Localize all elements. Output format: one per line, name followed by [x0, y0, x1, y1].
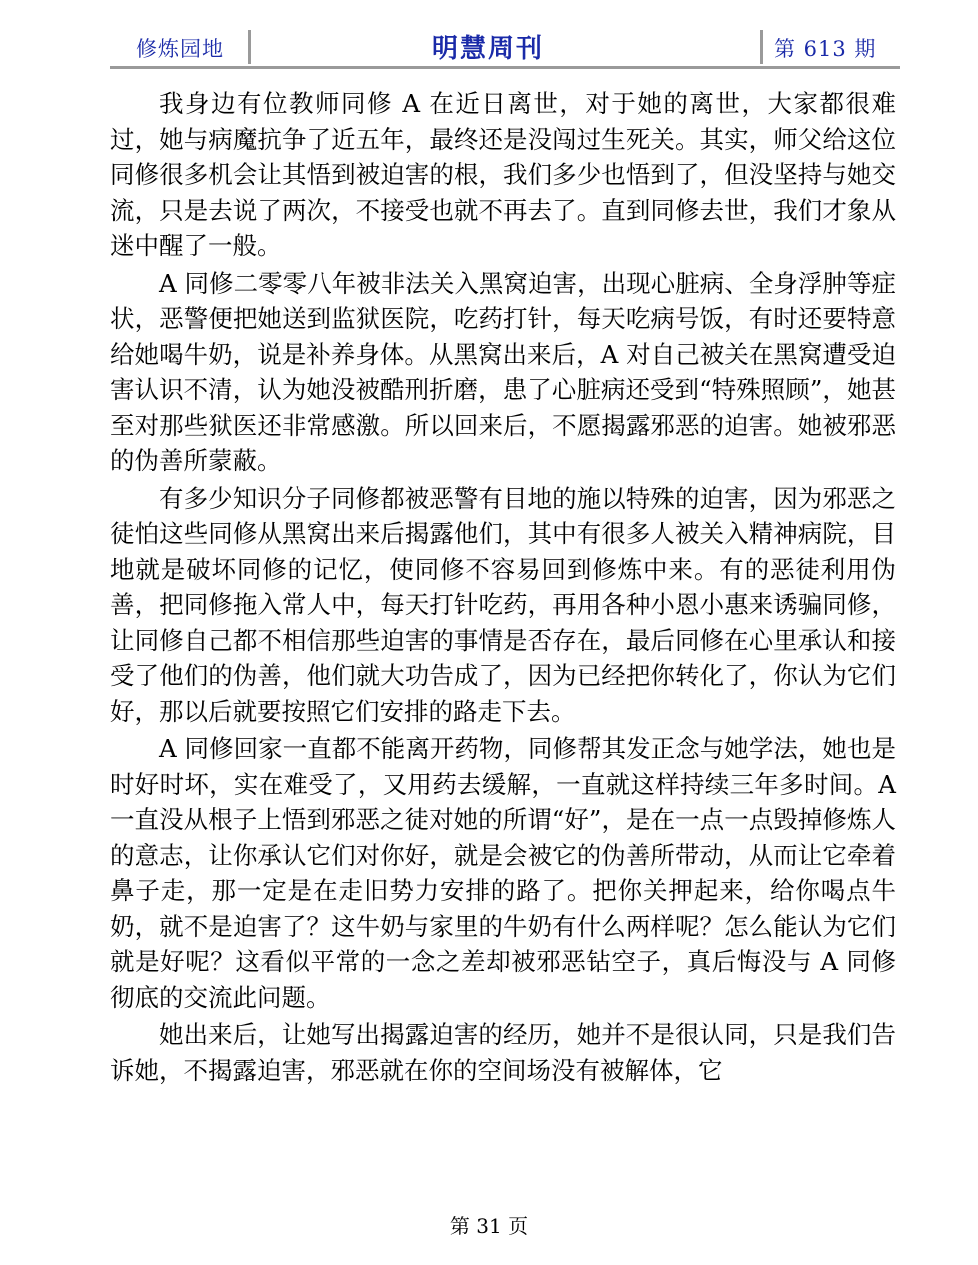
paragraph: A 同修二零零八年被非法关入黑窝迫害，出现心脏病、全身浮肿等症状，恶警便把她送到监狱医院，吃药打针，每天吃病号饭，有时还要特意给她喝牛奶，说是补养身体。从黑窝出来后，A 对自己被关在黑窝遭受迫害认识不清，认为她没被酷刑折磨，患了心脏病还受到“特殊照顾”，她甚至对那些狱医还非常感激。所以回来后，不愿揭露邪恶的迫害。她被邪恶的伪善所蒙蔽。: [110, 268, 896, 475]
page-header: [110, 26, 900, 66]
header-divider-left: [248, 30, 251, 64]
header-rule: [110, 66, 900, 69]
issue-number: 第 613 期: [774, 37, 877, 61]
section-label: 修炼园地: [136, 37, 224, 61]
header-divider-right: [760, 30, 763, 64]
paragraph: 我身边有位教师同修 A 在近日离世，对于她的离世，大家都很难过，她与病魔抗争了近五年，最终还是没闯过生死关。其实，师父给这位同修很多机会让其悟到被迫害的根，我们多少也悟到了，但没坚持与她交流，只是去说了两次，不接受也就不再去了。直到同修去世，我们才象从迷中醒了一般。: [110, 89, 896, 260]
paragraph: 她出来后，让她写出揭露迫害的经历，她并不是很认同，只是我们告诉她，不揭露迫害，邪恶就在你的空间场没有被解体，它: [110, 1020, 896, 1085]
page-number: 第 31 页: [449, 1214, 529, 1238]
publication-title: 明慧周刊: [432, 34, 545, 64]
paragraph: A 同修回家一直都不能离开药物，同修帮其发正念与她学法，她也是时好时坏，实在难受了，又用药去缓解，一直就这样持续三年多时间。A 一直没从根子上悟到邪恶之徒对她的所谓“好”，是在一点一点毁掉修炼人的意志，让你承认它们对你好，就是会被它的伪善所带动，从而让它牵着鼻子走，那一定是在走旧势力安排的路了。把你关押起来，给你喝点牛奶，就不是迫害了？这牛奶与家里的牛奶有什么两样呢？怎么能认为它们就是好呢？这看似平常的一念之差却被邪恶钻空子，真后悔没与 A 同修彻底的交流此问题。: [110, 734, 896, 1012]
article-body: [110, 86, 896, 1090]
paragraph: 有多少知识分子同修都被恶警有目地的施以特殊的迫害，因为邪恶之徒怕这些同修从黑窝出来后揭露他们，其中有很多人被关入精神病院，目地就是破坏同修的记忆，使同修不容易回到修炼中来。有的恶徒利用伪善，把同修拖入常人中，每天打针吃药，再用各种小恩小惠来诱骗同修，让同修自己都不相信那些迫害的事情是否存在，最后同修在心里承认和接受了他们的伪善，他们就大功告成了，因为已经把你转化了，你认为它们好，那以后就要按照它们安排的路走下去。: [110, 483, 896, 726]
